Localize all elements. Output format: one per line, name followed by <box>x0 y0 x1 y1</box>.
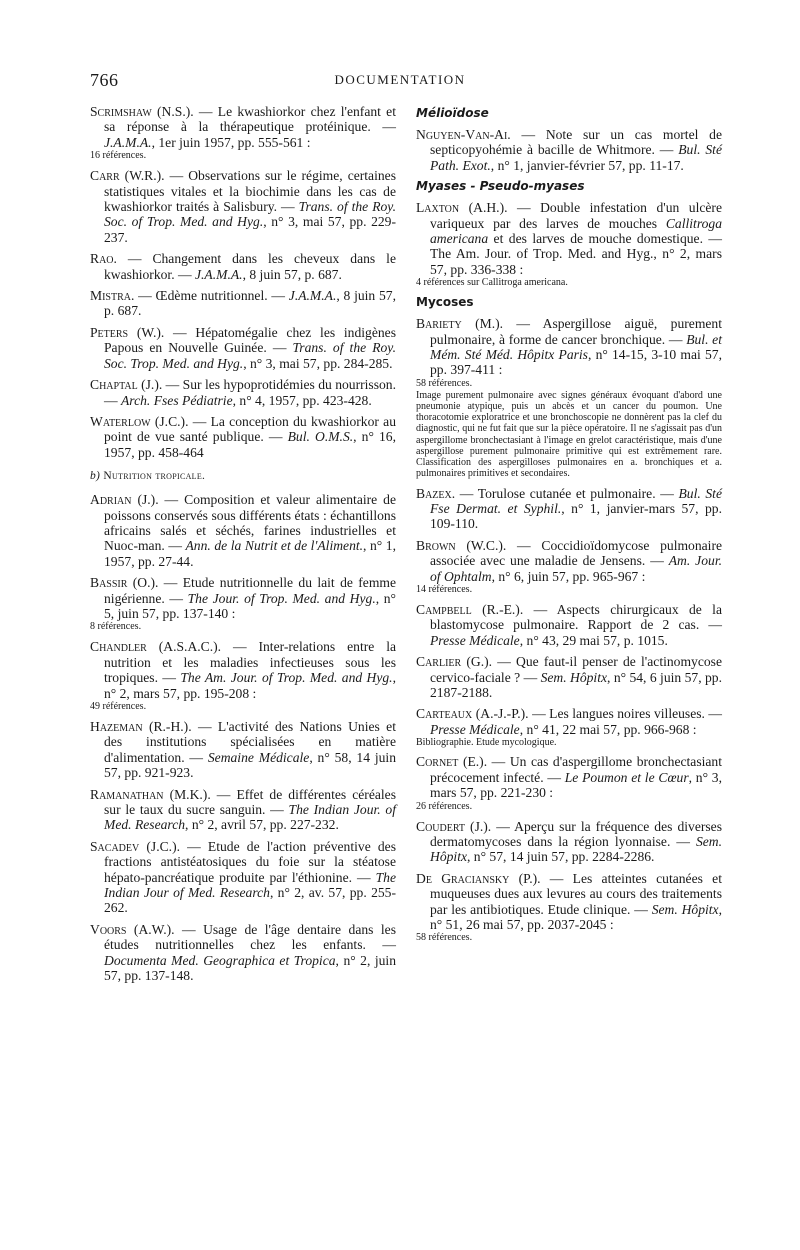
entry-details: , n° 54, 6 juin 57, pp. 2187-2188. <box>430 669 722 700</box>
entry-details: , n° 5, juin 57, pp. 137-140 : <box>104 590 396 621</box>
entry-source: Am. Jour. of Ophtalm <box>430 553 722 584</box>
bibliography-entry <box>90 251 396 282</box>
entry-source: The Indian Jour. of Med. Research <box>104 802 396 833</box>
entry-source: J.A.M.A. <box>104 134 152 150</box>
left-column <box>90 104 396 990</box>
section-heading-myases: Myases - Pseudo-myases <box>416 179 585 194</box>
bibliography-entry <box>416 127 722 173</box>
entry-details: , n° 3, mai 57, pp. 229-237. <box>104 214 396 245</box>
entry-details: , n° 4, 1957, pp. 423-428. <box>232 392 372 408</box>
entry-source: Le Poumon et le Cœur <box>564 769 689 785</box>
bibliography-entry <box>90 922 396 984</box>
entry-text: — Œdème nutritionnel. — <box>134 288 289 304</box>
entry-source: Trans. of the Roy. Soc. of Trop. Med. and Hyg. <box>104 199 396 230</box>
entry-author: Carlier (G.). <box>416 654 493 670</box>
entry-source: Bul. et Mém. Sté Méd. Hôpitx Paris <box>430 331 722 363</box>
entry-source: Callitroga americana <box>430 215 722 247</box>
page-number: 766 <box>90 70 119 90</box>
entry-text: — Torulose cutanée et pulmonaire. — <box>455 485 679 501</box>
entry-details: , n° 2, mars 57, pp. 195-208 : <box>104 670 396 701</box>
entry-references: 26 références. <box>416 800 473 812</box>
entry-details: , n° 57, 14 juin 57, pp. 2284-2286. <box>467 849 655 865</box>
entry-details: , n° 2, avril 57, pp. 227-232. <box>185 817 339 833</box>
entry-author: Nguyen-Van-Ai. <box>416 127 511 142</box>
entry-details: , n° 43, 29 mai 57, p. 1015. <box>519 632 668 648</box>
bibliography-entry <box>90 575 396 633</box>
entry-details: , n° 6, juin 57, pp. 965-967 : <box>491 568 646 584</box>
entry-details: , n° 58, 14 juin 57, pp. 921-923. <box>104 749 396 781</box>
bibliography-entry <box>416 754 722 812</box>
entry-note: Image purement pulmonaire avec signes généraux évoquant d'abord une pneumonie atypique, puis un abcès et un cancer du poumon. Une thoracotomie exploratrice et une bronchoscopie ne donnèrent pas la clef du diagnostic, qui ne fut fait que sur la pièce opératoire. Il ne s'agissait pas d'un aspergillome bronchectasiant à l'image en grelot caractéristique, mais d'une aspergillose purement pulmonaire primitive qui est extrêmement rare. Classification des aspergilloses pulmonaires en a. bronchiques et a. pulmonaires primitives et secondaires. <box>416 389 722 480</box>
entry-source: The Jour. of Trop. Med. and Hyg. <box>187 590 376 606</box>
bibliography-entry <box>416 654 722 700</box>
entry-text: — Aperçu sur la fréquence des diverses dermatomycoses dans la région lyonnaise. — <box>430 818 722 850</box>
bibliography-entry <box>90 719 396 781</box>
entry-text: — Observations sur le régime, certaines statistiques vitales et la biochimie dans les cas de kwashiorkor traités à Salisbury. — <box>104 168 396 215</box>
section-heading-mycoses: Mycoses <box>416 295 474 310</box>
entry-text: — Effet de différentes céréales sur le taux du sucre sanguin. — <box>104 786 397 818</box>
entry-references: 58 références. <box>416 932 473 944</box>
entry-text: — Composition et valeur alimentaire de poissons conservés sous différents états : échantillons africains salés et séchés, farines industrielles et Nuoc-man. — <box>104 492 396 554</box>
entry-text: — Etude nutritionnelle du lait de femme nigérienne. — <box>104 575 396 606</box>
entry-text: — Hépatomégalie chez les indigènes Papous en Nouvelle Guinée. — <box>104 324 396 356</box>
entry-author: Carr (W.R.). <box>90 168 165 184</box>
entry-list <box>90 492 396 983</box>
entry-text: — Le kwashiorkor chez l'enfant et sa réponse à la thérapeutique protéinique. — <box>104 104 396 135</box>
entry-text: — Changement dans les cheveux dans le kwashiorkor. — <box>104 251 396 282</box>
entry-author: Ramanathan (M.K.). <box>90 786 211 802</box>
entry-source: Bul. Sté Fse Dermat. et Syphil. <box>430 485 722 516</box>
entry-list <box>90 104 396 460</box>
entry-author: Carteaux (A.-J.-P.). <box>416 706 529 722</box>
entry-details: , n° 16, 1957, pp. 458-464 <box>104 429 396 460</box>
entry-text: — La conception du kwashiorkor au point de vue santé publique. — <box>104 413 396 445</box>
bibliography-entry <box>90 325 396 371</box>
entry-author: Peters (W.). <box>90 324 165 340</box>
entry-source: Bul. Sté Path. Exot. <box>430 142 722 173</box>
entry-author: De Graciansky (P.). <box>416 870 541 886</box>
entry-details: , n° 3, mai 57, pp. 284-285. <box>243 355 393 371</box>
subsection-label: b) <box>90 470 101 483</box>
section-heading-melioidose: Mélioïdose <box>416 106 489 120</box>
entry-source: The Am. Jour. of Trop. Med. and Hyg. <box>180 670 393 686</box>
bibliography-entry <box>90 787 396 833</box>
entry-details: , n° 2, juin 57, pp. 137-148. <box>104 952 397 984</box>
bibliography-entry <box>416 200 722 289</box>
entry-author: Laxton (A.H.). <box>416 200 508 216</box>
entry-details: , n° 1, janvier-février 57, pp. 11-17. <box>490 157 684 173</box>
entry-author: Voors (A.W.). <box>90 921 175 937</box>
entry-text: — Aspects chirurgicaux de la blastomycose pulmonaire. Rapport de 2 cas. — <box>430 601 722 633</box>
bibliography-entry <box>90 639 396 713</box>
entry-references: 4 références sur Callitroga americana. <box>416 277 568 289</box>
entry-details: , n° 1, janvier-mars 57, pp. 109-110. <box>430 500 722 532</box>
entry-details: et des larves de mouche domestique. — The Am. Jour. of Trop. Med. and Hyg., n° 2, mars 57, pp. 336-338 : <box>430 231 722 277</box>
entry-author: Brown (W.C.). <box>416 537 507 553</box>
entry-source: Bul. O.M.S. <box>287 429 354 445</box>
entry-author: Chandler (A.S.A.C.). <box>90 639 222 655</box>
entry-text: — Que faut-il penser de l'actinomycose cervico-faciale ? — <box>430 654 722 685</box>
entry-text: — Sur les hypoprotidémies du nourrisson. — <box>104 377 397 408</box>
entry-source: J.A.M.A. <box>288 288 337 304</box>
entry-author: Cornet (E.). <box>416 754 488 770</box>
entry-author: Hazeman (R.-H.). <box>90 719 192 734</box>
bibliography-entry <box>416 871 722 945</box>
entry-source: Semaine Médicale <box>207 749 310 765</box>
bibliography-entry <box>90 414 396 460</box>
entry-details: , n° 1, 1957, pp. 27-44. <box>104 538 396 569</box>
entry-author: Mistra. <box>90 288 135 304</box>
entry-source: Presse Médicale <box>430 721 520 737</box>
entry-list <box>416 316 722 944</box>
bibliography-entry <box>416 486 722 532</box>
bibliography-entry <box>90 492 396 569</box>
entry-text: — Usage de l'âge dentaire dans les études nutritionnelles chez les enfants. — <box>104 921 396 953</box>
entry-author: Coudert (J.). <box>416 818 492 834</box>
running-title: DOCUMENTATION <box>334 72 466 87</box>
entry-author: Rao. <box>90 251 117 267</box>
bibliography-entry <box>416 602 722 648</box>
entry-references: 58 références. <box>416 377 473 389</box>
entry-details: , 8 juin 57, p. 687. <box>104 288 396 319</box>
entry-author: Campbell (R.-E.). <box>416 601 524 617</box>
entry-details: , n° 41, 22 mai 57, pp. 966-968 : <box>519 721 697 737</box>
entry-source: The Indian Jour of Med. Research <box>104 869 396 901</box>
entry-author: Chaptal (J.). <box>90 377 163 393</box>
entry-source: Sem. Hôpitx <box>430 834 722 865</box>
entry-source: Documenta Med. Geographica et Tropica <box>104 952 336 968</box>
subsection-heading <box>90 470 396 482</box>
page-header <box>90 70 710 90</box>
bibliography-entry <box>416 819 722 865</box>
entry-details: , n° 3, mars 57, pp. 221-230 : <box>430 769 722 801</box>
entry-references: 16 références. <box>90 150 147 162</box>
entry-details: , n° 14-15, 3-10 mai 57, pp. 397-411 : <box>430 347 722 378</box>
entry-author: Sacadev (J.C.). <box>90 838 180 854</box>
entry-text: — Inter-relations entre la nutrition et les maladies infectieuses sous les tropiques. — <box>104 639 397 686</box>
entry-details: , n° 2, av. 57, pp. 255-262. <box>104 885 396 916</box>
entry-text: — Aspergillose aiguë, purement pulmonaire, à forme de cancer bronchique. — <box>430 316 722 347</box>
entry-source: Sem. Hôpitx <box>540 669 608 685</box>
entry-note: Bibliographie. Etude mycologique. <box>416 737 557 749</box>
subsection-title: Nutrition tropicale. <box>103 470 206 483</box>
entry-details: , 8 juin 57, p. 687. <box>242 266 342 282</box>
entry-author: Adrian (J.). <box>90 492 159 508</box>
right-column <box>416 104 722 950</box>
bibliography-entry <box>90 839 396 916</box>
bibliography-entry <box>416 538 722 596</box>
bibliography-entry <box>90 104 396 162</box>
entry-source: Presse Médicale <box>430 632 520 648</box>
entry-list <box>416 127 722 173</box>
entry-details: , n° 51, 26 mai 57, pp. 2037-2045 : <box>430 901 722 933</box>
entry-author: Scrimshaw (N.S.). <box>90 104 194 119</box>
entry-references: 49 références. <box>90 701 147 712</box>
entry-author: Bariety (M.). <box>416 316 504 332</box>
entry-list <box>416 200 722 289</box>
bibliography-entry <box>90 288 396 319</box>
entry-references: 8 références. <box>90 621 142 633</box>
entry-text: — Double infestation d'un ulcère variqueux par des larves de mouches <box>430 200 722 231</box>
entry-text: — Coccidioïdomycose pulmonaire associée avec une maladie de Jensens. — <box>430 537 723 569</box>
entry-text: — Etude de l'action préventive des fractions antistéatosiques du foie sur la stéatose hépato-pancréatique produite par l'éthionine. — <box>104 838 397 885</box>
entry-source: Arch. Fses Pédiatrie <box>121 392 233 408</box>
entry-author: Waterlow (J.C.). <box>90 413 189 429</box>
bibliography-entry <box>416 316 722 479</box>
bibliography-entry <box>90 168 396 245</box>
entry-text: — L'activité des Nations Unies et des institutions spécialisées en matière d'alimentation. — <box>104 719 396 765</box>
entry-author: Bassir (O.). <box>90 575 159 591</box>
entry-details: , 1er juin 1957, pp. 555-561 : <box>151 134 311 150</box>
bibliography-entry <box>416 706 722 748</box>
entry-author: Bazex. <box>416 485 456 501</box>
entry-text: — Les atteintes cutanées et muqueuses dues aux levures au cours des traitements par les antibiotiques. Etude clinique. — <box>430 870 722 917</box>
entry-source: Ann. de la Nutrit et de l'Aliment. <box>185 538 364 554</box>
entry-source: J.A.M.A. <box>195 266 243 282</box>
entry-text: — Un cas d'aspergillome bronchectasiant précocement infecté. — <box>430 754 723 785</box>
entry-source: Sem. Hôpitx <box>651 901 719 917</box>
entry-source: Trans. of the Roy. Soc. Trop. Med. and Hyg. <box>104 340 396 371</box>
entry-text: — Note sur un cas mortel de septicopyohémie à bacille de Whitmore. — <box>430 127 722 158</box>
entry-text: — Les langues noires villeuses. — <box>528 706 723 722</box>
bibliography-entry <box>90 377 396 408</box>
entry-references: 14 références. <box>416 583 473 595</box>
